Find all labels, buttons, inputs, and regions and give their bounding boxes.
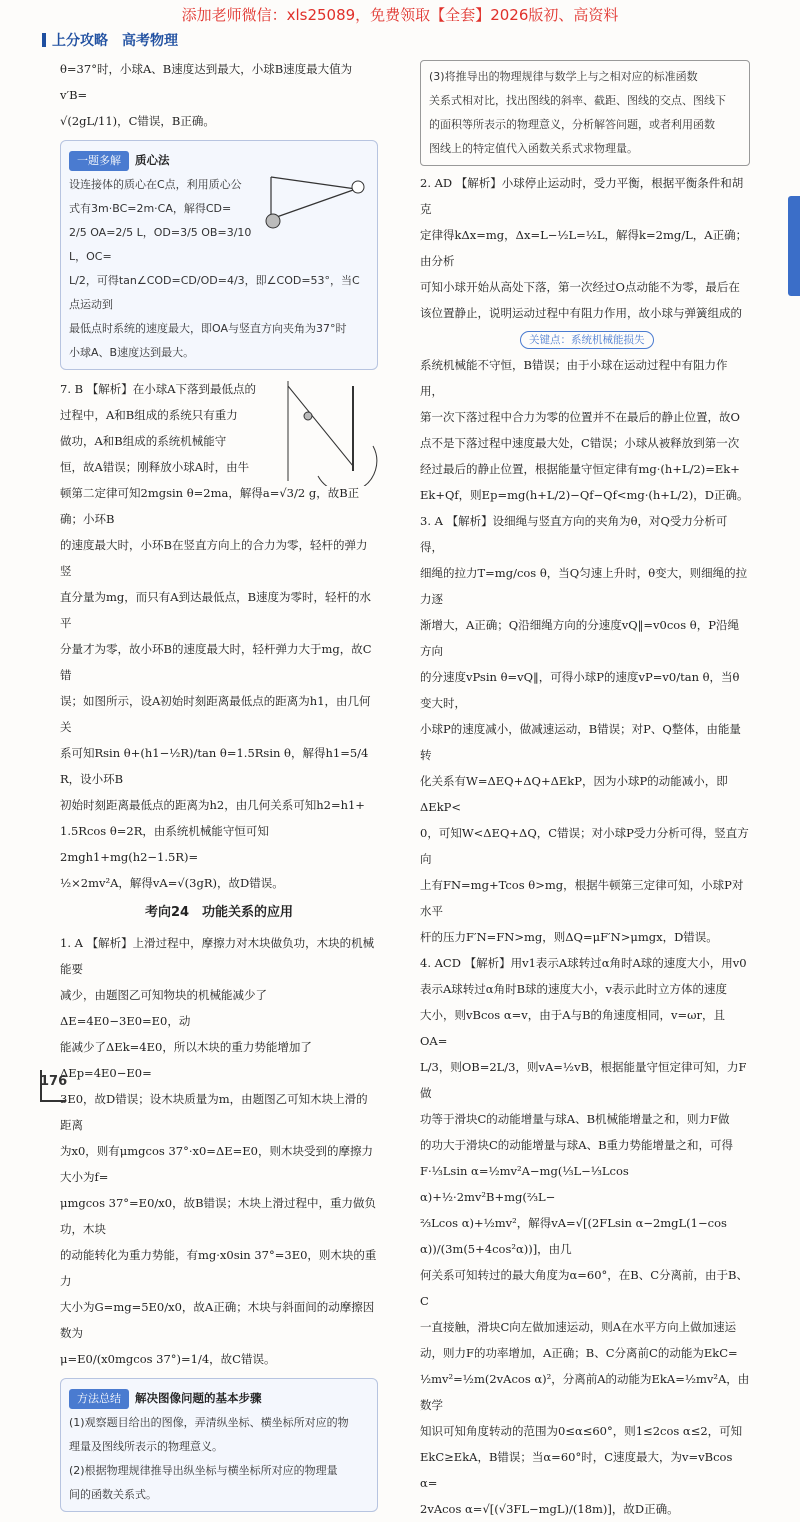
q7-line-1: 过程中，A和B组成的系统只有重力 <box>60 408 238 422</box>
q1-line-6: 的动能转化为重力势能，有mg·x0sin 37°=3E0，则木块的重力 <box>60 1248 377 1288</box>
box2-tag: 方法总结 <box>69 1389 129 1409</box>
q2-line-2: 可知小球开始从高处下落，第一次经过O点动能不为零，最后在 <box>420 280 740 294</box>
q4-line-2: 大小，则vBcos α=v，由于A与B的角速度相同，v=ωr，且OA= <box>420 1008 726 1048</box>
q2b-line-4: Ek+Qf，则Ep=mg(h+L/2)−Qf−Qf<mg·(h+L/2)，D正确。 <box>420 488 749 502</box>
q3-line-4: 小球P的速度减小，做减速运动，B错误；对P、Q整体，由能量转 <box>420 722 741 762</box>
q3-line-1: 细绳的拉力T=mg/cos θ，当Q匀速上升时，θ变大，则细绳的拉力逐 <box>420 566 748 606</box>
q4-line-3: L/3，则OB=2L/3，则vA=½vB，根据能量守恒定律可知，力F做 <box>420 1060 747 1100</box>
q4-line-4: 功等于滑块C的动能增量与球A、B机械能增量之和，则力F做 <box>420 1112 730 1126</box>
q2b-line-0: 系统机械能不守恒，B错误；由于小球在运动过程中有阻力作用， <box>420 358 728 398</box>
q3-line-0: 3. A 【解析】设细绳与竖直方向的夹角为θ，对Q受力分析可得， <box>420 514 728 554</box>
page-header <box>42 30 178 50</box>
q7-line-12: ½×2mv²A，解得vA=√(3gR)，故D错误。 <box>60 876 284 890</box>
q7-line-9: 系可知Rsin θ+(h1−½R)/tan θ=1.5Rsin θ，解得h1=5/4 R，设小环B <box>60 746 369 786</box>
box1-line-3: L/2，可得tan∠COD=CD/OD=4/3，即∠COD=53°，当C点运动到 <box>69 274 360 311</box>
box-tag: 一题多解 <box>69 151 129 171</box>
page-number: 176 <box>40 1074 68 1089</box>
box1-line-1: 式有3m·BC=2m·CA，解得CD= <box>69 202 232 215</box>
q1-line-0: 1. A 【解析】上滑过程中，摩擦力对木块做负功，木块的机械能要 <box>60 936 375 976</box>
left-column <box>60 56 378 1518</box>
key-point-note: 关键点：系统机械能损失 <box>520 331 654 349</box>
q3-line-6: 0，可知W<ΔEQ+ΔQ，C错误；对小球P受力分析可得，竖直方向 <box>420 826 749 866</box>
q7-line-6: 直分量为mg，而只有A到达最低点，B速度为零时，轻杆的水平 <box>60 590 372 630</box>
q3-line-3: 的分速度vPsin θ=vQ‖，可得小球P的速度vP=v0/tan θ，当θ变大时， <box>420 670 740 710</box>
q2-line-0: 2. AD 【解析】小球停止运动时，受力平衡，根据平衡条件和胡克 <box>420 176 744 216</box>
q7-line-11: 1.5Rcos θ=2R，由系统机械能守恒可知2mgh1+mg(h2−1.5R)= <box>60 824 269 864</box>
q2b-line-2: 点不是下落过程中速度最大处，C错误；小球从被释放到第一次 <box>420 436 740 450</box>
box-title: 质心法 <box>135 153 170 167</box>
q2b-line-1: 第一次下落过程中合力为零的位置并不在最后的静止位置，故O <box>420 410 740 424</box>
box3-line-0: (3)将推导出的物理规律与数学上与之相对应的标准函数 <box>429 70 698 83</box>
box2-line-2: (2)根据物理规律推导出纵坐标与横坐标所对应的物理量 <box>69 1464 338 1477</box>
q1-line-2: 能减少了ΔEk=4E0，所以木块的重力势能增加了ΔEp=4E0−E0= <box>60 1040 312 1080</box>
q2-line-3: 该位置静止，说明运动过程中有阻力作用，故小球与弹簧组成的 <box>420 306 742 320</box>
box2-title: 解决图像问题的基本步骤 <box>135 1391 262 1405</box>
q4-line-6: F·⅓Lsin α=½mv²A−mg(⅓L−⅓Lcos α)+½·2mv²B+mg(⅔L− <box>420 1164 629 1204</box>
q7-line-3: 恒，故A错误；刚释放小球A时，由牛 <box>60 460 250 474</box>
box2-line-1: 理量及图线所表示的物理意义。 <box>69 1440 223 1453</box>
q7-line-8: 误；如图所示，设A初始时刻距离最低点的距离为h1，由几何关 <box>60 694 371 734</box>
q3-line-2: 渐增大，A正确；Q沿细绳方向的分速度vQ‖=v0cos θ，P沿绳方向 <box>420 618 739 658</box>
right-column <box>420 60 750 1522</box>
q4-line-7: ⅔Lcos α)+½mv²，解得vA=√[(2FLsin α−2mgL(1−cos α))/(3m(5+4cos²α))]，由几 <box>420 1216 727 1256</box>
q4-line-11: ½mv²=½m(2vAcos α)²，分离前A的动能为EkA=½mv²A，由数学 <box>420 1372 750 1412</box>
centroid-diagram <box>261 169 371 229</box>
box2-line-3: 间的函数关系式。 <box>69 1488 157 1501</box>
q1-line-3: 3E0，故D错误；设木块质量为m，由题图乙可知木块上滑的距离 <box>60 1092 368 1132</box>
q3-line-8: 杆的压力F′N=FN>mg，则ΔQ=μF′N>μmgx，D错误。 <box>420 930 718 944</box>
q7-line-7: 分量才为零，故小环B的速度最大时，轻杆弹力大于mg，故C错 <box>60 642 372 682</box>
q7-line-5: 的速度最大时，小环B在竖直方向上的合力为零，轻杆的弹力竖 <box>60 538 368 578</box>
header-title: 上分攻略 高考物理 <box>52 33 178 49</box>
q1-line-8: μ=E0/(x0mgcos 37°)=1/4，故C错误。 <box>60 1352 276 1366</box>
q7-line-0: 7. B 【解析】在小球A下落到最低点的 <box>60 382 257 396</box>
q4-line-14: 2vAcos α=√[(√3FL−mgL)/(18m)]，故D正确。 <box>420 1502 679 1516</box>
q7-line-2: 做功，A和B组成的系统机械能守 <box>60 434 227 448</box>
q2b-line-3: 经过最后的静止位置，根据能量守恒定律有mg·(h+L/2)=Ek+ <box>420 462 740 476</box>
box1-line-4: 最低点时系统的速度最大，即OA与竖直方向夹角为37°时 <box>69 322 347 335</box>
q7-diagram <box>278 376 378 486</box>
q4-line-9: 一直接触，滑块C向左做加速运动，则A在水平方向上做加速运 <box>420 1320 737 1334</box>
section-title: 考向24 功能关系的应用 <box>144 905 294 920</box>
box3-line-1: 关系式相对比，找出图线的斜率、截距、图线的交点、图线下 <box>429 94 726 107</box>
box1-line-5: 小球A、B速度达到最大。 <box>69 346 195 359</box>
q1-line-5: μmgcos 37°=E0/x0，故B错误；木块上滑过程中，重力做负功，木块 <box>60 1196 377 1236</box>
q4-line-13: EkC≥EkA，B错误；当α=60°时，C速度最大，为v=vBcos α= <box>420 1450 733 1490</box>
q2-line-1: 定律得kΔx=mg，Δx=L−½L=½L，解得k=2mg/L，A正确；由分析 <box>420 228 748 268</box>
q4-line-5: 的功大于滑块C的动能增量与球A、B重力势能增量之和，可得 <box>420 1138 734 1152</box>
box1-line-2: 2/5 OA=2/5 L，OD=3/5 OB=3/10 L，OC= <box>69 226 252 263</box>
method-summary-box <box>60 1378 378 1512</box>
q3-line-7: 上有FN=mg+Tcos θ>mg，根据牛顿第三定律可知，小球P对水平 <box>420 878 744 918</box>
q1-line-7: 大小为G=mg=5E0/x0，故A正确；木块与斜面间的动摩擦因数为 <box>60 1300 375 1340</box>
side-tab <box>788 196 800 296</box>
box3-line-3: 图线上的特定值代入函数关系式求物理量。 <box>429 142 638 155</box>
box1-line-0: 设连接体的质心在C点，利用质心公 <box>69 178 242 191</box>
q4-line-1: 表示A球转过α角时B球的速度大小，v表示此时立方体的速度 <box>420 982 728 996</box>
q1-line-4: 为x0，则有μmgcos 37°·x0=ΔE=E0，则木块受到的摩擦力大小为f= <box>60 1144 373 1184</box>
q4-line-8: 何关系可知转过的最大角度为α=60°，在B、C分离前，由于B、C <box>420 1268 748 1308</box>
multi-solution-box <box>60 140 378 370</box>
box2-line-0: (1)观察题目给出的图像，弄清纵坐标、横坐标所对应的物 <box>69 1416 349 1429</box>
q1-line-1: 减少，由题图乙可知物块的机械能减少了ΔE=4E0−3E0=E0，动 <box>60 988 267 1028</box>
method-continued-box <box>420 60 750 166</box>
q3-line-5: 化关系有W=ΔEQ+ΔQ+ΔEkP，因为小球P的动能减小，即ΔEkP< <box>420 774 728 814</box>
q7-line-10: 初始时刻距离最低点的距离为h2，由几何关系可知h2=h1+ <box>60 798 365 812</box>
q7-line-4: 顿第二定律可知2mgsin θ=2ma，解得a=√3/2 g，故B正确；小环B <box>60 486 360 526</box>
top-watermark: 添加老师微信：xls25089，免费领取【全套】2026版初、高资料 <box>181 6 619 24</box>
q4-line-0: 4. ACD 【解析】用v1表示A球转过α角时A球的速度大小，用v0 <box>420 956 747 970</box>
box3-line-2: 的面积等所表示的物理意义，分析解答问题，或者利用函数 <box>429 118 715 131</box>
intro-line-0: θ=37°时，小球A、B速度达到最大，小球B速度最大值为v′B= <box>60 62 353 102</box>
q4-line-12: 知识可知角度转动的范围为0≤α≤60°，则1≤2cos α≤2，可知 <box>420 1424 743 1438</box>
q4-line-10: 动，则力F的功率增加，A正确；B、C分离前C的动能为EkC= <box>420 1346 738 1360</box>
intro-line-1: √(2gL/11)，C错误，B正确。 <box>60 114 215 128</box>
